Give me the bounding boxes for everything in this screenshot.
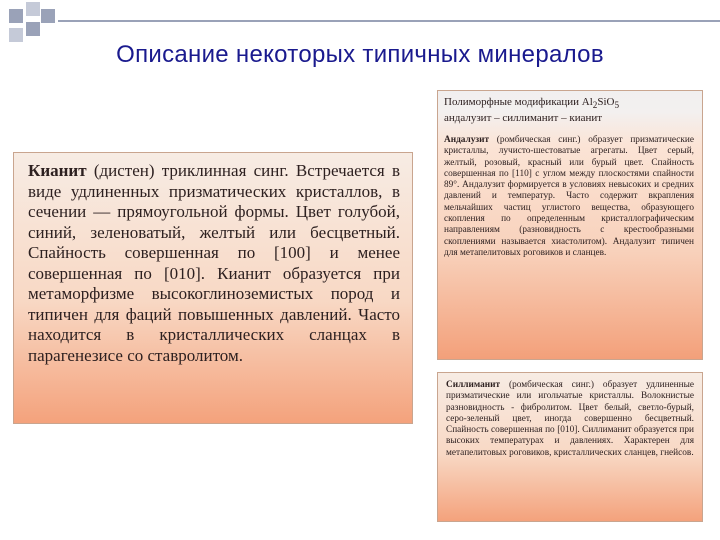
polymorphs-series: андалузит – силлиманит – кианит [444,112,603,125]
formula-mid: SiO [597,96,615,108]
corner-square-1 [9,9,23,23]
kianite-name: Кианит [28,161,87,180]
andalusite-paragraph [444,135,694,259]
corner-square-2 [26,2,40,16]
kianite-card [13,152,413,424]
sillimanite-name: Силлиманит [446,380,501,390]
page-title: Описание некоторых типичных минералов [116,41,604,68]
corner-square-3 [41,9,55,23]
polymorphs-title: Полиморфные модификации Al [444,96,593,108]
andalusite-text: (ромбическая синг.) образует призматические кристаллы, лучисто-шестоватые агрегаты. Цвет серый, желтый, розовый, красный или бурый цвет. Спайность совершенная по [110] с углом между плоскостями спайности 89°. Андалузит формируется в условиях невысоких и средних давлений и температур. Часто содержит вкрапления мельчайших частиц углистого вещества, образующего скопления по определенным кристаллографическим направлениям (разновидность с крестообразными скоплениями называется хиастолитом). Андалузит типичен для метапелитовых роговиков и сланцев. [444,135,694,258]
andalusite-card [437,90,703,360]
title-divider [58,20,720,22]
corner-square-5 [9,28,23,42]
sillimanite-card [437,372,703,522]
formula-sub-2: 2 [592,100,598,111]
kianite-text: (дистен) триклинная синг. Встречается в виде удлиненных призматических кристаллов, в сечении — прямоугольной формы. Цвет голубой, синий, зеленоватый, желтый или бесцветный. Спайность совершенная по [100] и менее совершенная по [010]. Кианит образуется при метаморфизме высокоглиноземистых пород и типичен для фаций повышенных давлений. Часто находится в кристаллических сланцах в парагенезисе со ставролитом. [28,161,400,365]
sillimanite-text: (ромбическая синг.) образует удлиненные призматические или игольчатые кристаллы. Волокнистые разновидность - фибролитом. Цвет белый, светло-бурый, серо-зеленый цвет, иногда совершенно бесцветный. Спайность совершенная по [010]. Силлиманит образуется при высоких температурах и давлениях. Характерен для метапелитовых роговиков, кристаллических сланцев, гнейсов. [446,380,694,458]
formula-sub-5: 5 [614,100,620,111]
sillimanite-paragraph [446,380,694,459]
kianite-paragraph [28,161,400,366]
corner-square-4 [26,22,40,36]
polymorphs-heading [444,96,696,125]
andalusite-name: Андалузит [444,135,490,145]
